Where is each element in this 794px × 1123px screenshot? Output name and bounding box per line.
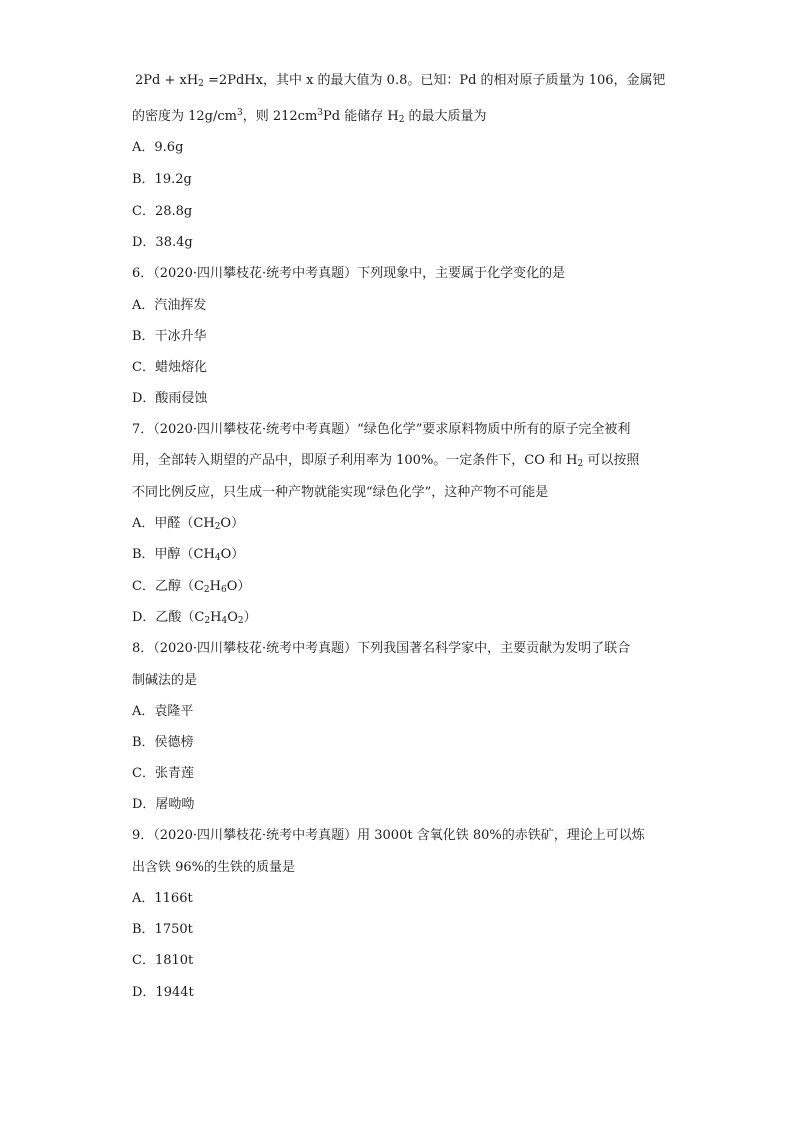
q5-text: 的密度为 12g/cm (132, 109, 237, 124)
q6-option-d: D．酸雨侵蚀 (132, 391, 208, 406)
q6-stem: 6．（2020·四川攀枝花·统考中考真题）下列现象中，主要属于化学变化的是 (132, 266, 566, 281)
subscript: 4 (214, 553, 221, 563)
subscript: 2 (577, 459, 584, 469)
option-text: O） (220, 516, 245, 531)
q5-option-b: B．19.2g (132, 172, 192, 187)
q7-stem-line-2 (132, 452, 639, 470)
q7-stem-line-1: 7．（2020·四川攀枝花·统考中考真题）“绿色化学”要求原料物质中所有的原子完全被利 (132, 422, 631, 437)
equation-part: =2PdHx (203, 73, 263, 88)
q7-option-a (132, 515, 244, 533)
q7-option-b (132, 546, 244, 564)
option-text: O） (226, 579, 251, 594)
q5-text: 的最大质量为 (404, 109, 487, 124)
subscript: 2 (214, 522, 221, 532)
q9-stem-line-1: 9．（2020·四川攀枝花·统考中考真题）用 3000t 含氧化铁 80%的赤铁矿，理论上可以炼 (132, 828, 645, 843)
q8-option-d: D．屠呦呦 (132, 797, 195, 812)
q7-option-d (132, 609, 257, 627)
q8-option-c: C．张青莲 (132, 766, 194, 781)
q8-stem-line-2: 制碱法的是 (132, 673, 198, 688)
subscript: 2 (203, 585, 210, 595)
q7-text: 可以按照 (583, 453, 640, 468)
q7-option-c (132, 578, 250, 596)
option-text: H (210, 610, 222, 625)
q5-text: ，则 212cm (242, 109, 318, 124)
q9-stem-line-2: 出含铁 96%的生铁的质量是 (132, 860, 296, 875)
option-text: O (227, 610, 238, 625)
q9-option-a: A．1166t (132, 891, 193, 906)
superscript: 3 (317, 108, 324, 118)
q6-option-b: B．干冰升华 (132, 329, 207, 344)
superscript: 3 (236, 108, 243, 118)
q7-text: 用，全部转入期望的产品中，即原子利用率为 100%。一定条件下，CO 和 H (132, 453, 578, 468)
subscript: 2 (237, 616, 244, 626)
option-text: O） (220, 547, 245, 562)
option-text: D．乙酸（C (132, 610, 205, 625)
q5-option-d: D．38.4g (132, 235, 193, 250)
q8-option-b: B．侯德榜 (132, 735, 194, 750)
q9-option-d: D．1944t (132, 985, 194, 1000)
option-text: C．乙醇（C (132, 579, 204, 594)
q6-option-c: C．蜡烛熔化 (132, 360, 207, 375)
subscript: 2 (198, 79, 204, 89)
option-text: B．甲醇（CH (132, 547, 215, 562)
q7-stem-line-3: 不同比例反应，只生成一种产物就能实现“绿色化学”，这种产物不可能是 (132, 485, 549, 500)
q8-stem-line-1: 8．（2020·四川攀枝花·统考中考真题）下列我国著名科学家中，主要贡献为发明了联合 (132, 641, 631, 656)
subscript: 2 (398, 115, 405, 125)
q5-option-c: C．28.8g (132, 204, 193, 219)
option-text: ） (243, 610, 257, 625)
q6-option-a: A．汽油挥发 (132, 298, 207, 313)
q8-option-a: A．袁隆平 (132, 704, 194, 719)
q5-option-a: A．9.6g (132, 140, 184, 155)
subscript: 6 (220, 585, 227, 595)
option-text: H (209, 579, 221, 594)
q5-text: ，其中 x 的最大值为 0.8。已知：Pd 的相对原子质量为 106，金属钯 (262, 73, 666, 88)
option-text: A．甲醛（CH (132, 516, 215, 531)
q9-option-c: C．1810t (132, 953, 194, 968)
subscript: 2 (204, 616, 211, 626)
q5-stem-line-1 (135, 72, 666, 90)
q5-text: Pd 能储存 H (323, 109, 399, 124)
q9-option-b: B．1750t (132, 922, 193, 937)
q5-stem-line-2 (132, 108, 487, 126)
equation-part: 2Pd + xH (135, 73, 199, 88)
subscript: 4 (221, 616, 228, 626)
